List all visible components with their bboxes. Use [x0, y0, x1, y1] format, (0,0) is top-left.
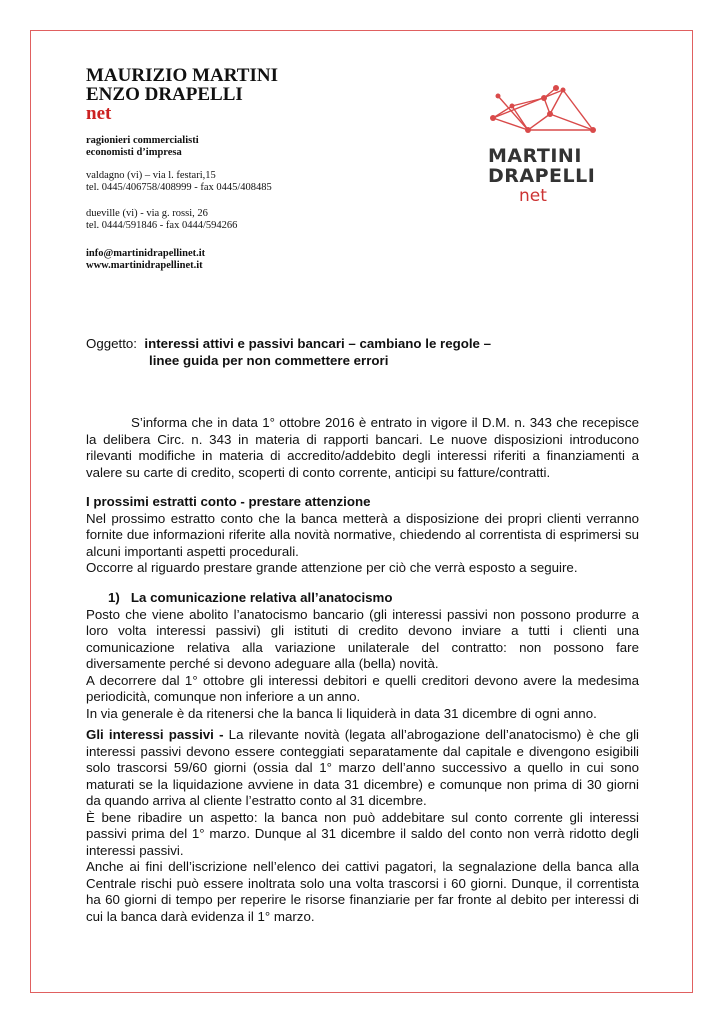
contact-block — [86, 248, 205, 272]
item-1-paragraph-2: A decorrere dal 1° ottobre gli interessi debitori e quelli creditori devono avere la medesima periodicità, comunque non inferiore a un anno. — [86, 672, 639, 704]
partner-name-2: ENZO DRAPELLI — [86, 84, 243, 105]
profession-line-2: economisti d’impresa — [86, 147, 182, 158]
logo-net: net — [519, 186, 547, 206]
office-1-phone: tel. 0445/406758/408999 - fax 0445/408485 — [86, 182, 272, 193]
passivi-paragraph-1-text: La rilevante novità (legata all’abrogazione dell’anatocismo) è che gli interessi passivi devono essere conteggiati separatamente dal capitale e divengono esigibili solo trascorsi 59/60 giorni (ossia dal 1° marzo dell’anno successivo a quello in cui sono maturati se la liquidazione avviene in data 31 dicembre) e comunque non prima di 30 giorni da quando arriva al cliente l’estratto conto al 31 dicembre. — [86, 727, 639, 808]
passivi-paragraph-2: È bene ribadire un aspetto: la banca non può addebitare sul conto corrente gli interessi passivi prima del 1° marzo. Dunque al 31 dicembre il saldo del conto non verrà ridotto degli interessi passivi. — [86, 809, 639, 858]
intro-paragraph: S’informa che in data 1° ottobre 2016 è entrato in vigore il D.M. n. 343 che recepisce la delibera Circ. n. 343 in materia di rapporti bancari. Le nuove disposizioni introducono rilevanti modifiche in materia di accredito/addebito degli interessi riferiti a finanziamenti a valere su carte di credito, scoperti di conto corrente, anticipi su fatture/contratti. — [86, 415, 639, 480]
section-anatocismo — [86, 590, 639, 722]
section-interessi-passivi — [86, 727, 639, 925]
subject-prefix: Oggetto: — [86, 336, 138, 351]
section-1-heading: I prossimi estratti conto - prestare attenzione — [86, 494, 371, 509]
passivi-heading: Gli interessi passivi - — [86, 727, 224, 742]
partner-name-1: MAURIZIO MARTINI — [86, 65, 278, 86]
section-estratti-conto — [86, 494, 639, 577]
item-1-heading: 1) La comunicazione relativa all’anatocismo — [108, 590, 393, 605]
passivi-paragraph-1 — [86, 727, 639, 810]
website-link[interactable]: www.martinidrapellinet.it — [86, 260, 203, 271]
passivi-paragraph-3: Anche ai fini dell’iscrizione nell’elenco dei cattivi pagatori, la segnalazione della banca alla Centrale rischi può essere inoltrata solo una volta trascorsi i 60 giorni. Dunque, il correntista ha 60 giorni di tempo per reperire le risorse finanziarie per far fronte al debito per interessi di cui la banca darà evidenza il 1° marzo. — [86, 859, 639, 924]
profession-line-1: ragionieri commercialisti — [86, 135, 199, 146]
office-dueville — [86, 208, 237, 232]
subject-line-1: interessi attivi e passivi bancari – cambiano le regole – — [144, 336, 492, 351]
item-1-paragraph-1: Posto che viene abolito l’anatocismo bancario (gli interessi passivi non possono produrre a loro volta interessi passivi) gli istituti di credito devono inviare a tutti i clienti una comunicazione relativa alla variazione unilaterale del contratto: non possono fare diversamente perché si devono adeguare alla (bella) novità. — [86, 606, 639, 671]
section-1-paragraph-1: Nel prossimo estratto conto che la banca metterà a disposizione dei propri clienti verranno fornite due informazioni riferite alla novità normative, chiedendo al correntista di esprimersi su alcuni importanti aspetti procedurali. — [86, 510, 639, 559]
office-2-phone: tel. 0444/591846 - fax 0444/594266 — [86, 220, 238, 231]
logo-line-1: MARTINI — [488, 145, 582, 167]
section-1-paragraph-2: Occorre al riguardo prestare grande attenzione per ciò che verrà esposto a seguire. — [86, 560, 578, 575]
letterhead-name — [86, 66, 278, 123]
firm-suffix: net — [86, 103, 112, 124]
subject-line-2: linee guida per non commettere errori — [149, 353, 389, 368]
subject-block — [86, 335, 646, 369]
logo-line-2: DRAPELLI — [488, 165, 596, 187]
body-intro — [86, 415, 639, 481]
logo-wordmark — [488, 146, 598, 186]
item-1-paragraph-3: In via generale è da ritenersi che la banca li liquiderà in data 31 dicembre di ogni anno. — [86, 705, 597, 721]
office-2-address: dueville (vi) - via g. rossi, 26 — [86, 208, 208, 219]
profession-block — [86, 135, 199, 159]
email-link[interactable]: info@martinidrapellinet.it — [86, 248, 206, 259]
office-1-address: valdagno (vi) – via l. festari,15 — [86, 170, 216, 181]
office-valdagno — [86, 170, 272, 194]
